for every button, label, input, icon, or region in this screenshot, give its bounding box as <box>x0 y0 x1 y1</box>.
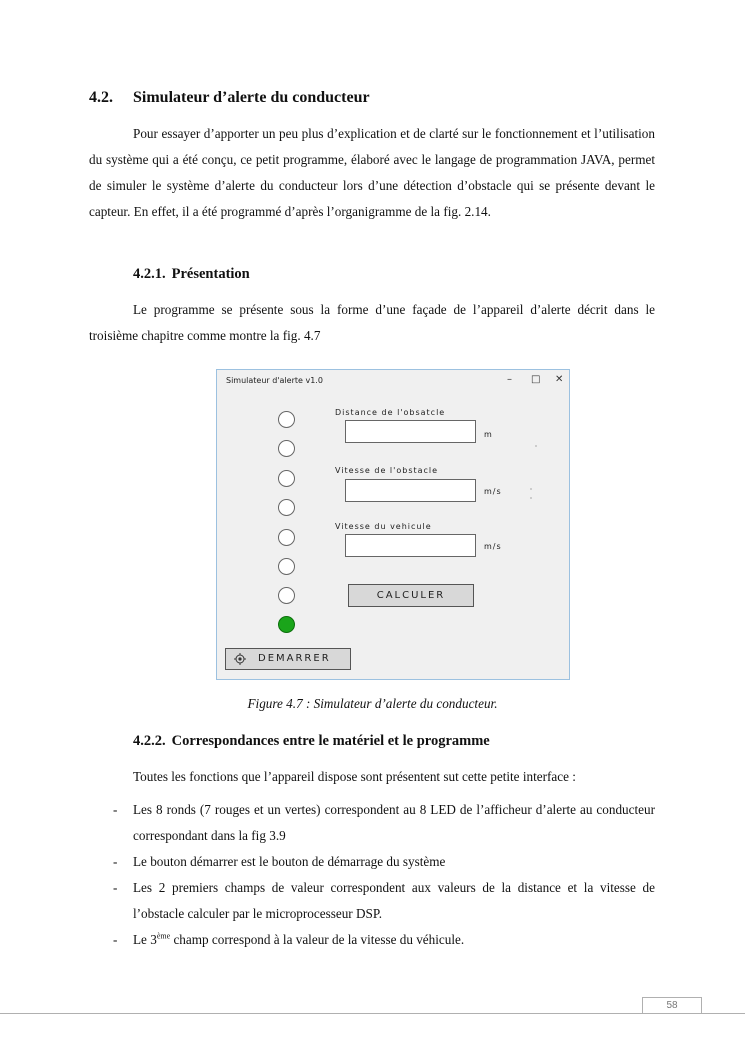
list-item <box>89 797 655 849</box>
obstacle-speed-input[interactable] <box>345 479 476 502</box>
close-button[interactable]: ✕ <box>555 374 564 385</box>
led-5 <box>278 529 295 546</box>
section-heading <box>89 89 370 107</box>
led-7 <box>278 587 295 604</box>
minimize-button[interactable]: – <box>507 374 512 385</box>
footer-rule <box>0 1013 745 1014</box>
subsection-number: 4.2.2. <box>133 733 166 749</box>
led-2 <box>278 440 295 457</box>
artifact-dot <box>530 488 532 490</box>
section-title: Simulateur d’alerte du conducteur <box>133 89 370 106</box>
intro-paragraph <box>89 121 655 225</box>
page-number: 58 <box>642 997 702 1014</box>
distance-input[interactable] <box>345 420 476 443</box>
vehicle-speed-label: Vitesse du vehicule <box>335 522 432 531</box>
bullet-text: Le bouton démarrer est le bouton de démarrage du système <box>133 854 446 869</box>
subsection-title: Correspondances entre le matériel et le programme <box>171 733 490 749</box>
led-3 <box>278 470 295 487</box>
start-button[interactable] <box>225 648 351 670</box>
distance-label: Distance de l'obsatcle <box>335 408 446 417</box>
bullet-list <box>89 797 655 953</box>
list-item <box>89 849 655 875</box>
list-item <box>89 927 655 953</box>
bullet-text: Les 2 premiers champs de valeur correspondent aux valeurs de la distance et la vitesse de l’obstacle calculer par le microprocesseur DSP. <box>133 880 655 921</box>
led-1 <box>278 411 295 428</box>
list-item <box>89 875 655 927</box>
bullet-dash: - <box>113 854 118 869</box>
artifact-dot <box>530 497 532 499</box>
section-number: 4.2. <box>89 89 113 106</box>
subsection-number: 4.2.1. <box>133 266 166 282</box>
functions-paragraph: Toutes les fonctions que l’appareil dispose sont présentent sut cette petite interface : <box>133 769 576 784</box>
bullet-text-end: champ correspond à la valeur de la vitesse du véhicule. <box>170 932 465 947</box>
obstacle-speed-label: Vitesse de l'obstacle <box>335 466 439 475</box>
start-button-label: DEMARRER <box>258 653 331 664</box>
presentation-paragraph <box>89 297 655 349</box>
simulator-window <box>216 369 570 680</box>
subsection-heading-correspondances <box>133 733 490 750</box>
bullet-text: Les 8 ronds (7 rouges et un vertes) correspondent au 8 LED de l’afficheur d’alerte au conducteur correspondant dans la fig 3.9 <box>133 802 655 843</box>
led-6 <box>278 558 295 575</box>
figure-caption: Figure 4.7 : Simulateur d’alerte du conducteur. <box>247 696 498 711</box>
bullet-dash: - <box>113 932 118 947</box>
window-title: Simulateur d'alerte v1.0 <box>226 376 323 385</box>
subsection-title: Présentation <box>171 266 250 282</box>
start-icon <box>234 653 246 665</box>
calculate-button[interactable]: CALCULER <box>348 584 474 607</box>
subsection-heading-presentation <box>133 266 250 283</box>
artifact-dot <box>535 445 537 447</box>
vehicle-speed-input[interactable] <box>345 534 476 557</box>
bullet-text-start: Le 3 <box>133 932 157 947</box>
maximize-button[interactable]: □ <box>531 374 541 385</box>
bullet-superscript: ème <box>156 931 171 941</box>
bullet-dash: - <box>113 802 118 817</box>
led-8-green <box>278 616 295 633</box>
vehicle-speed-unit: m/s <box>484 542 502 551</box>
intro-text: Pour essayer d’apporter un peu plus d’explication et de clarté sur le fonctionnement et l’utilisation du système qui a été conçu, ce petit programme, élaboré avec le langage de programmation JAVA, permet de simuler le système d’alerte du conducteur lors d’une détection d’obstacle qui se présente devant le capteur. En effet, il a été programmé d’après l’organigramme de la fig. 2.14. <box>89 126 655 219</box>
presentation-text: Le programme se présente sous la forme d’une façade de l’appareil d’alerte décrit dans le troisième chapitre comme montre la fig. 4.7 <box>89 302 655 343</box>
bullet-dash: - <box>113 880 118 895</box>
obstacle-speed-unit: m/s <box>484 487 502 496</box>
led-4 <box>278 499 295 516</box>
distance-unit: m <box>484 430 493 439</box>
